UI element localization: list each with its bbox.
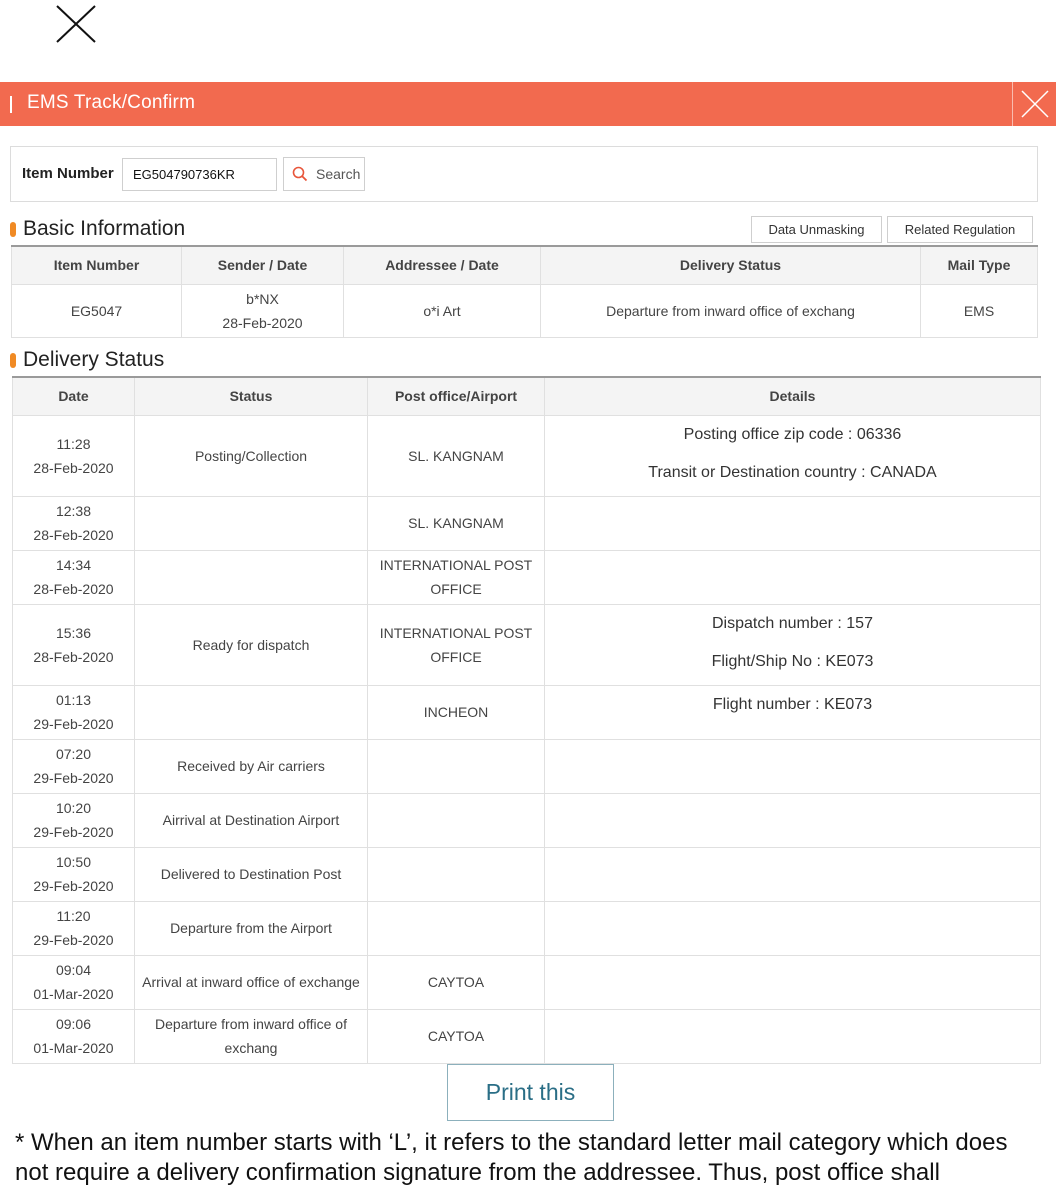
time-text: 15:36 <box>55 624 92 641</box>
table-row <box>13 415 1041 496</box>
column-header: Mail Type <box>921 246 1038 284</box>
item-number-label: Item Number <box>22 165 114 182</box>
post-office-cell: CAYTOA <box>368 955 545 1009</box>
date-text: 28-Feb-2020 <box>33 581 114 597</box>
table-row <box>13 901 1041 955</box>
item-number-input[interactable] <box>122 158 277 191</box>
delivery-status-heading <box>10 348 164 372</box>
details-cell <box>545 496 1041 550</box>
time-text: 10:20 <box>55 800 92 816</box>
post-office-cell <box>368 793 545 847</box>
post-office-cell: SL. KANGNAM <box>368 496 545 550</box>
search-button-label: Search <box>316 166 361 182</box>
table-row <box>13 955 1041 1009</box>
date-text: 01-Mar-2020 <box>33 986 114 1002</box>
date-cell <box>13 496 135 550</box>
time-text: 14:34 <box>55 557 92 573</box>
status-cell: Arrival at inward office of exchange <box>135 955 368 1009</box>
column-header: Addressee / Date <box>344 246 541 284</box>
item-number-cell: EG5047 <box>12 284 182 337</box>
details-cell <box>545 847 1041 901</box>
close-icon[interactable] <box>52 2 100 46</box>
footnote-text: * When an item number starts with ‘L’, it refers to the standard letter mail category which does not require a delivery confirmation signature from the addressee. Thus, post office shall <box>15 1129 1008 1186</box>
title-bar <box>0 82 1056 126</box>
detail-line: Transit or Destination country : CANADA <box>648 463 937 481</box>
column-header: Status <box>135 377 368 415</box>
delivery-status-title: Delivery Status <box>23 348 165 371</box>
detail-line: Posting office zip code : 06336 <box>683 425 902 443</box>
details-cell <box>545 1009 1041 1063</box>
bullet-icon <box>10 353 16 368</box>
table-row <box>12 284 1038 337</box>
delivery-status-cell: Departure from inward office of exchang <box>541 284 921 337</box>
column-header: Details <box>545 377 1041 415</box>
date-cell <box>13 685 135 739</box>
status-cell: Departure from inward office of exchang <box>135 1009 368 1063</box>
status-cell <box>135 685 368 739</box>
table-row <box>13 550 1041 604</box>
basic-information-heading <box>10 217 185 241</box>
print-button[interactable]: Print this <box>447 1064 614 1121</box>
bullet-icon <box>10 222 16 237</box>
title-close-button[interactable] <box>1012 82 1056 126</box>
date-text: 28-Feb-2020 <box>33 459 114 476</box>
column-header: Item Number <box>12 246 182 284</box>
details-cell <box>545 955 1041 1009</box>
column-header: Post office/Airport <box>368 377 545 415</box>
data-unmasking-button[interactable]: Data Unmasking <box>751 216 882 243</box>
column-header: Sender / Date <box>182 246 344 284</box>
status-cell: Ready for dispatch <box>135 604 368 685</box>
table-row <box>13 847 1041 901</box>
date-cell <box>13 955 135 1009</box>
post-office-cell: INTERNATIONAL POST OFFICE <box>368 604 545 685</box>
status-cell <box>135 550 368 604</box>
column-header: Date <box>13 377 135 415</box>
time-text: 10:50 <box>55 854 92 870</box>
basic-information-table <box>11 245 1038 338</box>
mail-type-cell: EMS <box>921 284 1038 337</box>
post-office-cell: CAYTOA <box>368 1009 545 1063</box>
delivery-status-table <box>12 376 1041 1064</box>
post-office-cell <box>368 901 545 955</box>
table-row <box>13 685 1041 739</box>
post-office-cell: INTERNATIONAL POST OFFICE <box>368 550 545 604</box>
details-cell <box>545 550 1041 604</box>
page-title: EMS Track/Confirm <box>27 92 196 113</box>
status-cell: Posting/Collection <box>135 415 368 496</box>
date-text: 28-Feb-2020 <box>33 527 114 543</box>
time-text: 11:20 <box>56 908 91 924</box>
search-panel <box>10 146 1038 202</box>
date-text: 29-Feb-2020 <box>33 932 114 948</box>
date-text: 29-Feb-2020 <box>33 770 114 786</box>
post-office-cell <box>368 739 545 793</box>
details-cell <box>545 685 1041 739</box>
status-cell: Received by Air carriers <box>135 739 368 793</box>
date-cell <box>13 415 135 496</box>
date-cell <box>13 793 135 847</box>
basic-information-title: Basic Information <box>23 217 186 240</box>
search-icon <box>292 166 308 182</box>
sender-cell <box>182 284 344 337</box>
close-icon <box>1013 82 1056 126</box>
time-text: 09:04 <box>55 962 92 978</box>
details-cell <box>545 901 1041 955</box>
time-text: 09:06 <box>55 1016 92 1032</box>
status-cell: Delivered to Destination Post <box>135 847 368 901</box>
details-cell <box>545 604 1041 685</box>
post-office-cell: INCHEON <box>368 685 545 739</box>
table-row <box>13 793 1041 847</box>
status-cell: Departure from the Airport <box>135 901 368 955</box>
time-text: 07:20 <box>55 746 92 762</box>
post-office-cell <box>368 847 545 901</box>
status-cell <box>135 496 368 550</box>
date-text: 01-Mar-2020 <box>33 1040 114 1056</box>
date-text: 29-Feb-2020 <box>33 824 114 840</box>
date-cell <box>13 604 135 685</box>
date-cell <box>13 901 135 955</box>
sender-name: b*NX <box>246 290 279 307</box>
table-row <box>13 496 1041 550</box>
details-cell <box>545 739 1041 793</box>
column-header: Delivery Status <box>541 246 921 284</box>
addressee-cell: o*i Art <box>344 284 541 337</box>
time-text: 11:28 <box>56 435 91 452</box>
table-row <box>13 1009 1041 1063</box>
status-cell: Airrival at Destination Airport <box>135 793 368 847</box>
time-text: 12:38 <box>55 503 92 519</box>
time-text: 01:13 <box>55 692 92 708</box>
date-text: 29-Feb-2020 <box>33 878 114 894</box>
details-cell <box>545 415 1041 496</box>
detail-line: Flight/Ship No : KE073 <box>711 652 874 670</box>
table-header-row <box>12 246 1038 284</box>
details-cell <box>545 793 1041 847</box>
table-header-row <box>13 377 1041 415</box>
date-cell <box>13 1009 135 1063</box>
related-regulation-button[interactable]: Related Regulation <box>887 216 1033 243</box>
date-cell <box>13 550 135 604</box>
table-row <box>13 739 1041 793</box>
detail-line: Flight number : KE073 <box>712 695 873 713</box>
date-text: 28-Feb-2020 <box>33 648 114 665</box>
table-row <box>13 604 1041 685</box>
date-cell <box>13 847 135 901</box>
title-bar-mark <box>10 96 12 113</box>
date-cell <box>13 739 135 793</box>
detail-line: Dispatch number : 157 <box>712 614 873 632</box>
sender-date: 28-Feb-2020 <box>222 314 303 331</box>
date-text: 29-Feb-2020 <box>33 716 114 732</box>
search-button[interactable] <box>283 157 365 191</box>
post-office-cell: SL. KANGNAM <box>368 415 545 496</box>
